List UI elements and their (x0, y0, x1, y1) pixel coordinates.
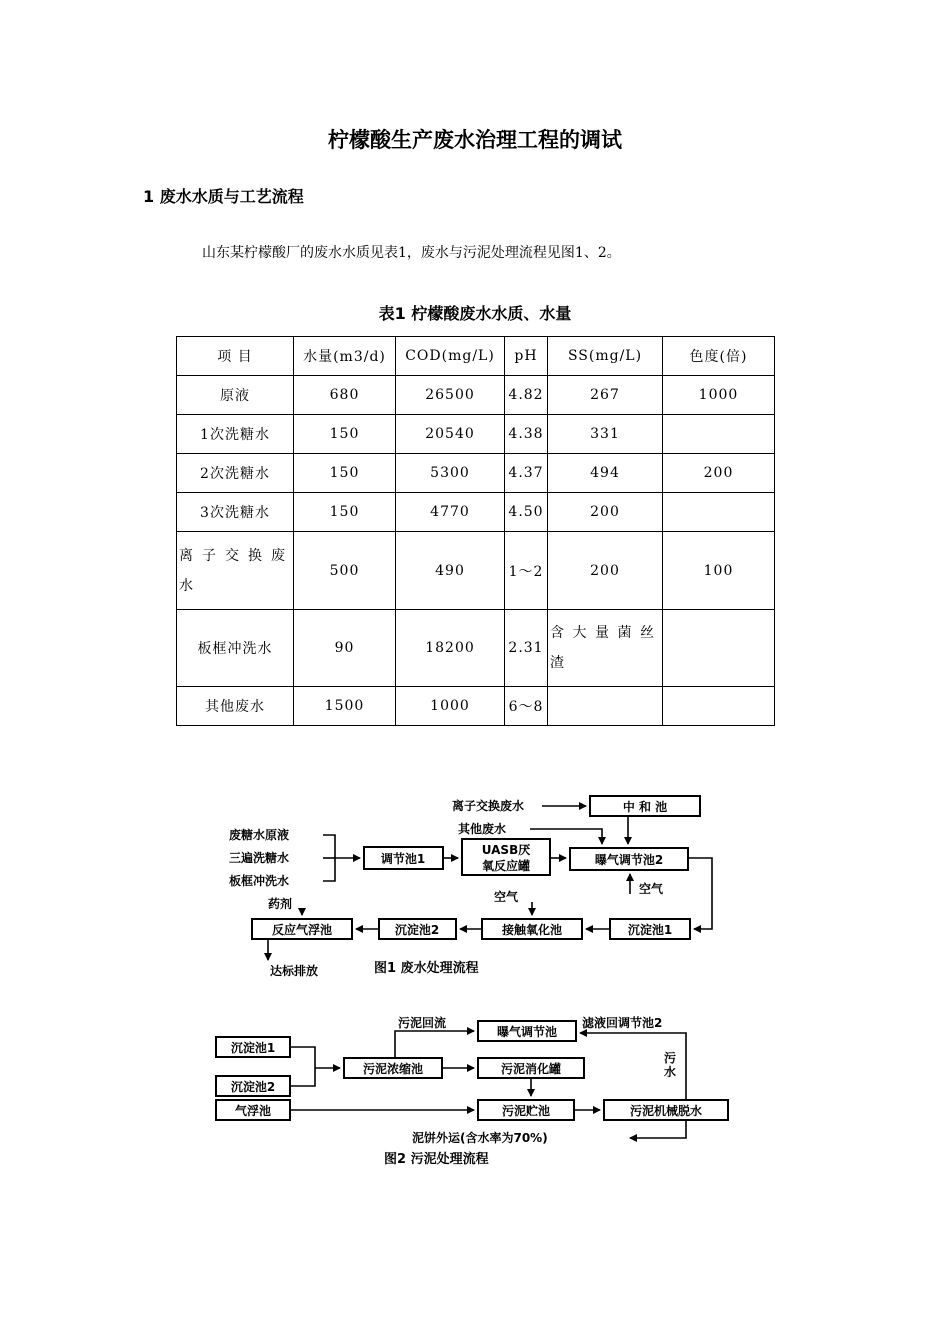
header-cell: 水量(m3/d) (294, 337, 396, 376)
section-heading: 1 废水水质与工艺流程 (143, 187, 304, 206)
header-cell: 色度(倍) (663, 337, 775, 376)
table-cell: 200 (548, 493, 663, 532)
header-cell: pH (505, 337, 548, 376)
chemical-label: 药剂 (268, 897, 293, 911)
intro-paragraph: 山东某柠檬酸厂的废水水质见表1，废水与污泥处理流程见图1、2。 (202, 245, 621, 261)
figure1-caption: 图1 废水处理流程 (374, 961, 479, 976)
table-cell: 200 (663, 454, 775, 493)
table-cell: 200 (548, 532, 663, 609)
sewage-label-2: 水 (664, 1065, 677, 1079)
digester-label: 污泥消化罐 (500, 1062, 562, 1076)
table-cell: 150 (294, 415, 396, 454)
input-frame-wash: 板框冲洗水 (229, 874, 290, 888)
storage-label: 污泥贮池 (501, 1104, 551, 1118)
return-sludge-arrow (395, 1031, 474, 1058)
thickener-label: 污泥浓缩池 (362, 1062, 424, 1076)
cake-label: 泥饼外运(含水率为70%) (412, 1131, 548, 1145)
table-cell: 1～2 (505, 532, 548, 609)
page-title: 柠檬酸生产废水治理工程的调试 (328, 128, 622, 152)
input-raw-liquor: 废糖水原液 (229, 828, 290, 842)
table-cell: 3次洗糖水 (177, 493, 294, 532)
table-cell: 1500 (294, 686, 396, 725)
filtrate-label: 滤液回调节池2 (582, 1016, 663, 1030)
table-cell: 267 (548, 376, 663, 415)
table-cell: 含大量菌丝渣 (548, 609, 663, 686)
table-cell: 500 (294, 532, 396, 609)
f2-sed1-label: 沉淀池1 (230, 1041, 276, 1055)
sed1-label: 沉淀池1 (627, 923, 673, 937)
contact-ox-label: 接触氧化池 (501, 923, 563, 937)
f2-float-label: 气浮池 (234, 1104, 272, 1118)
table-cell: 680 (294, 376, 396, 415)
return-sludge-label: 污泥回流 (398, 1016, 447, 1030)
table-cell: 4.37 (505, 454, 548, 493)
table-cell: 其他废水 (177, 686, 294, 725)
table-cell: 6～8 (505, 686, 548, 725)
f2-merge-arrow (290, 1047, 340, 1086)
table-cell: 离子交换废水 (177, 532, 294, 609)
table-cell: 4.82 (505, 376, 548, 415)
table-cell: 1000 (396, 686, 505, 725)
table-cell: 20540 (396, 415, 505, 454)
table-cell: 4770 (396, 493, 505, 532)
neutral-tank-label: 中 和 池 (622, 800, 668, 814)
table-cell: 494 (548, 454, 663, 493)
table-cell: 4.50 (505, 493, 548, 532)
other-wastewater-label: 其他废水 (458, 822, 507, 836)
discharge-label: 达标排放 (270, 964, 319, 978)
air2-label: 空气 (494, 890, 519, 904)
cake-arrow (630, 1120, 686, 1138)
table-caption: 表1 柠檬酸废水水质、水量 (378, 304, 572, 323)
figure2-caption: 图2 污泥处理流程 (384, 1152, 489, 1167)
header-cell: COD(mg/L) (396, 337, 505, 376)
table-cell: 18200 (396, 609, 505, 686)
header-cell: SS(mg/L) (548, 337, 663, 376)
table-cell: 90 (294, 609, 396, 686)
sed2-label: 沉淀池2 (394, 923, 440, 937)
ion-exchange-label: 离子交换废水 (452, 799, 525, 813)
f2-aer-adjust-label: 曝气调节池 (496, 1025, 558, 1039)
aer-adjust-label: 曝气调节池2 (594, 853, 664, 867)
table-cell: 2.31 (505, 609, 548, 686)
table-cell: 26500 (396, 376, 505, 415)
arrow-other-down (530, 829, 602, 844)
figure2-sludge-flow (216, 1015, 728, 1167)
table-cell: 1次洗糖水 (177, 415, 294, 454)
table-cell: 490 (396, 532, 505, 609)
input-sugar-wash: 三遍洗糖水 (229, 851, 290, 865)
table-cell: 4.38 (505, 415, 548, 454)
table-cell: 2次洗糖水 (177, 454, 294, 493)
air1-label: 空气 (639, 882, 664, 896)
header-cell: 项 目 (177, 337, 294, 376)
table-cell: 150 (294, 454, 396, 493)
figure1-wastewater-flow (229, 796, 712, 978)
table-cell: 板框冲洗水 (177, 609, 294, 686)
adjust-tank1-label: 调节池1 (380, 852, 426, 866)
table-cell: 5300 (396, 454, 505, 493)
sewage-label-1: 污 (664, 1051, 677, 1065)
table-cell: 100 (663, 532, 775, 609)
flotation-label: 反应气浮池 (271, 923, 333, 937)
table-cell: 1000 (663, 376, 775, 415)
table-cell: 150 (294, 493, 396, 532)
table-cell: 原液 (177, 376, 294, 415)
uasb-label-line1: UASB厌 (481, 843, 531, 857)
uasb-label-line2: 氧反应罐 (481, 859, 531, 873)
arrow-to-sed1 (688, 858, 712, 929)
f2-sed2-label: 沉淀池2 (230, 1080, 276, 1094)
table-cell: 331 (548, 415, 663, 454)
dewater-label: 污泥机械脱水 (629, 1104, 703, 1118)
